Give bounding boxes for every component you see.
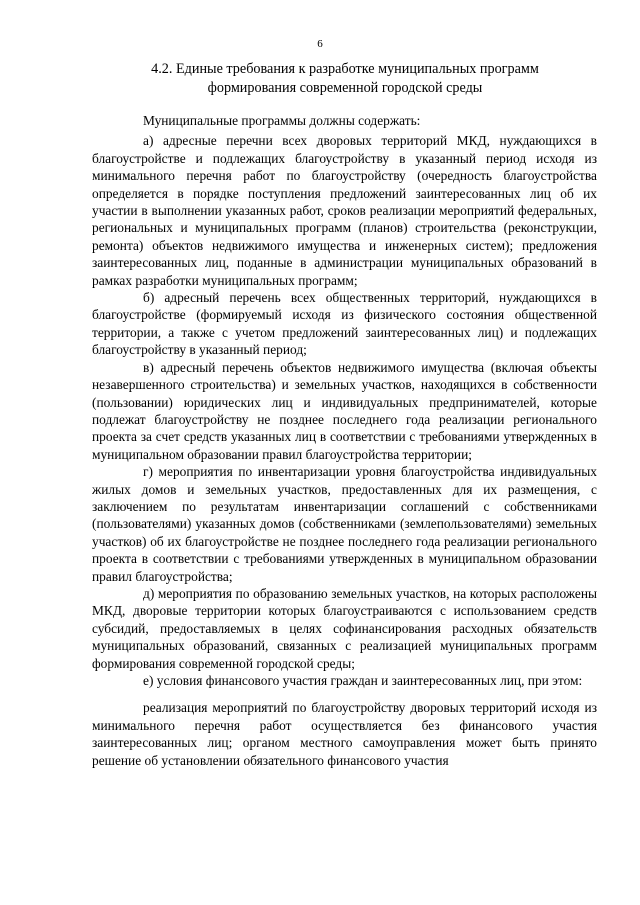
intro-paragraph: Муниципальные программы должны содержать: [143,113,421,128]
section-heading-line-2: формирования современной городской среды [207,80,483,96]
paragraph-e: е) условия финансового участия граждан и заинтересованных лиц, при этом: [143,673,583,688]
paragraph-g: г) мероприятия по инвентаризации уровня благоустройства индивидуальных жилых домов и земельных участков, предоставленных для их размещения, с заключением по результатам инвентаризации соглашений с собственниками (пользователями) указанных домов (собственниками (землепользователями) земельных участков) об их благоустройстве не позднее последнего года реализации регионального проекта в соответствии с требованиями утвержденных в муниципальном образовании правил благоустройства; [92,464,597,584]
paragraph-a: а) адресные перечни всех дворовых территорий МКД, нуждающихся в благоустройстве и подлежащих благоустройству в указанный период исходя из минимального перечня работ по благоустройству (очередность благоустройства определяется в порядке поступления предложений заинтересованных лиц об их участии в выполнении указанных работ, сроков реализации мероприятий федеральных, региональных и муниципальных программ (планов) строительства (реконструкции, ремонта) объектов недвижимого имущества и инженерных систем); предложения заинтересованных лиц, поданные в администрации муниципальных образований в рамках разработки муниципальных программ; [92,133,597,288]
paragraph-b: б) адресный перечень всех общественных территорий, нуждающихся в благоустройстве (формируемый исходя из физического состояния общественной территории, а также с учетом предложений заинтересованных лиц) и подлежащих благоустройству в указанный период; [92,290,597,358]
paragraph-v: в) адресный перечень объектов недвижимого имущества (включая объекты незавершенного строительства) и земельных участков, находящихся в собственности (пользовании) юридических лиц и индивидуальных предпринимателей, которые подлежат благоустройству не позднее последнего года реализации регионального проекта за счет средств указанных лиц в соответствии с требованиями утвержденных в муниципальном образовании правил благоустройства территории; [92,359,597,462]
section-heading-line-1: 4.2. Единые требования к разработке муниципальных программ [151,61,539,77]
paragraph-financing: реализация мероприятий по благоустройству дворовых территорий исходя из минимального перечня работ осуществляется без финансового участия заинтересованных лиц; органом местного самоуправления может быть принято решение об установлении обязательного финансового участия [92,700,597,768]
document-body [92,112,597,769]
page-number: 6 [317,38,323,50]
section-heading [90,60,600,98]
paragraph-d: д) мероприятия по образованию земельных участков, на которых расположены МКД, дворовые территории которых благоустраиваются с использованием средств субсидий, предоставляемых в целях софинансирования расходных обязательств муниципальных образований, связанных с реализацией муниципальных программ формирования современной городской среды; [92,585,597,671]
